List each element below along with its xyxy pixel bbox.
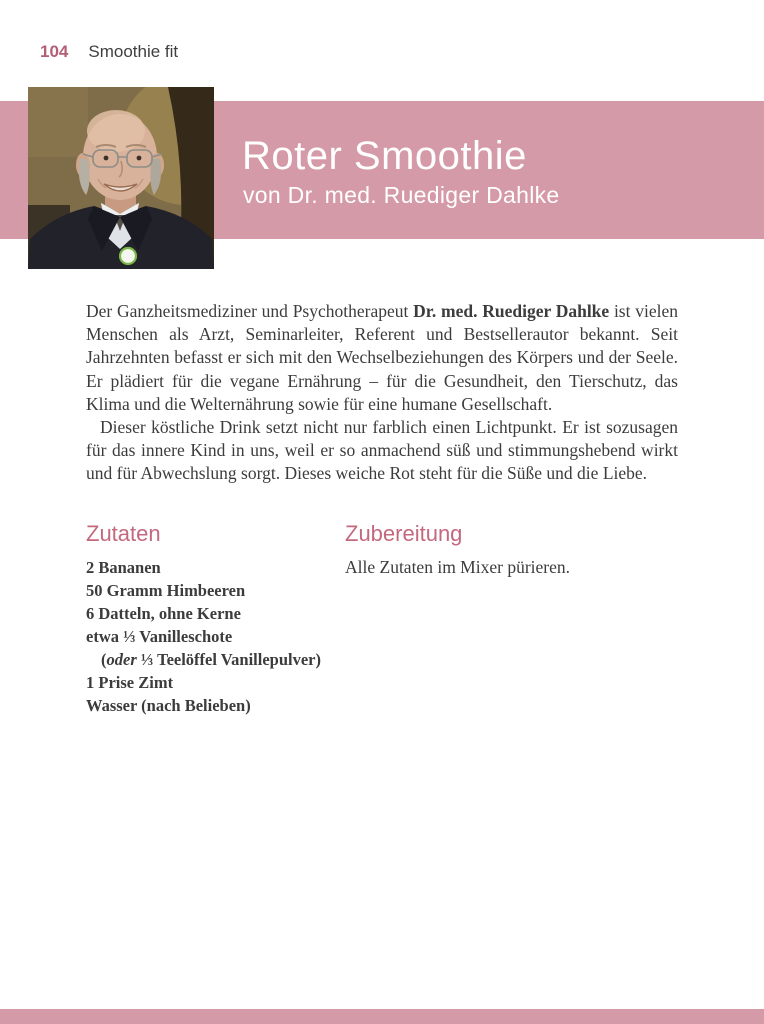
ingredient-item: 50 Gramm Himbeeren bbox=[86, 581, 246, 600]
intro-paragraph: Der Ganzheitsmediziner und Psychotherapeut Dr. med. Ruediger Dahlke ist vielen Menschen als Arzt, Seminarleiter, Referent und Bestsellerautor bekannt. Seit Jahrzehnten befasst er sich mit den Wechselbeziehungen des Körpers und der Seele. Er plädiert für die vegane Ernährung – für die Gesundheit, den Tierschutz, das Klima und die Welternährung sowie für eine humane Gesellschaft. bbox=[86, 301, 678, 414]
preparation-heading: Zubereitung bbox=[345, 521, 463, 546]
running-header bbox=[40, 42, 178, 61]
ingredient-item: (oder ⅓ Teelöffel Vanillepulver) bbox=[101, 650, 322, 669]
banner-text-block bbox=[242, 134, 560, 209]
recipe-author: von Dr. med. Ruediger Dahlke bbox=[243, 182, 560, 208]
chapter-title: Smoothie fit bbox=[88, 42, 179, 61]
author-photo bbox=[28, 87, 214, 269]
ingredients-heading: Zutaten bbox=[86, 521, 161, 546]
ingredient-item: 6 Datteln, ohne Kerne bbox=[86, 604, 241, 623]
footer-color-band bbox=[0, 1009, 764, 1024]
ingredient-item: 2 Bananen bbox=[86, 558, 161, 577]
ingredient-list bbox=[86, 556, 345, 717]
ingredients-section bbox=[86, 522, 345, 717]
preparation-section bbox=[345, 522, 678, 717]
ingredient-item: etwa ⅓ Vanilleschote bbox=[86, 627, 233, 646]
intro-paragraph: Dieser köstliche Drink setzt nicht nur farblich einen Lichtpunkt. Er ist sozusagen für das innere Kind in uns, weil er so anmachend süß und stimmungshebend wirkt und für Abwechslung sorgt. Dieses weiche Rot steht für die Süße und die Liebe. bbox=[86, 417, 678, 484]
ingredient-item: 1 Prise Zimt bbox=[86, 673, 174, 692]
ingredient-item: Wasser (nach Belieben) bbox=[86, 696, 251, 715]
intro-paragraphs bbox=[86, 300, 678, 486]
recipe-columns bbox=[86, 522, 678, 717]
preparation-text: Alle Zutaten im Mixer pürieren. bbox=[345, 557, 570, 577]
recipe-title: Roter Smoothie bbox=[242, 134, 527, 178]
page-number: 104 bbox=[40, 42, 69, 61]
